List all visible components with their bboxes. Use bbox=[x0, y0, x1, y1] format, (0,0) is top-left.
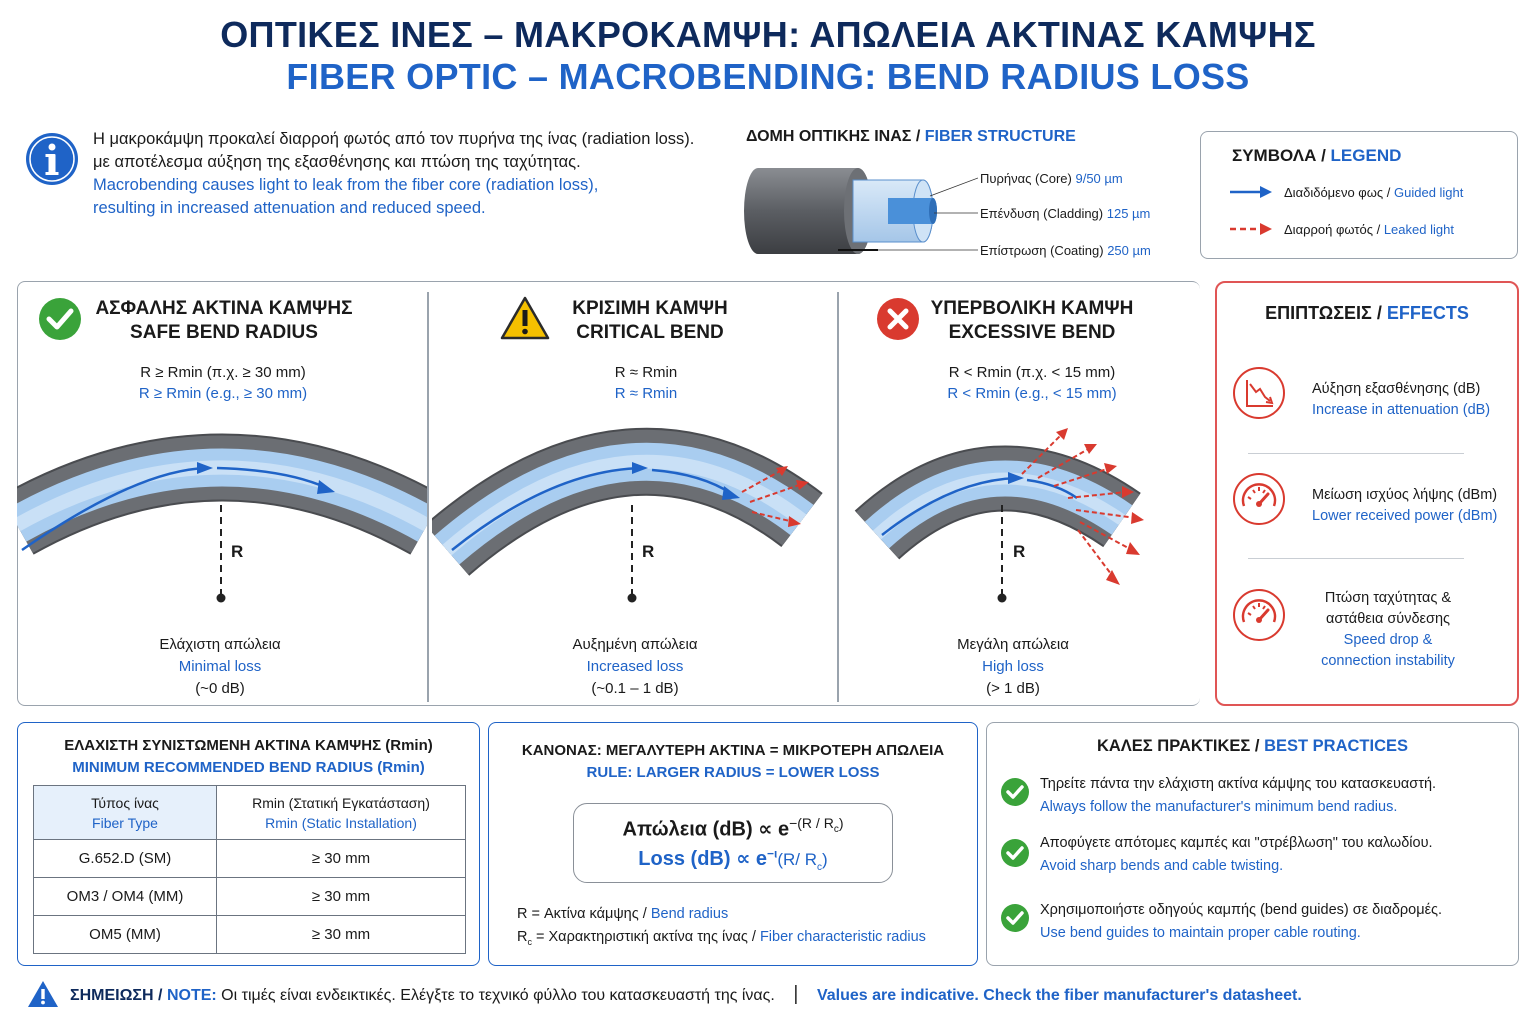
table-cell-fiber-type: OM5 (MM) bbox=[34, 916, 217, 954]
panel-critical-title-greek: ΚΡΙΣΙΜΗ ΚΑΜΨΗ bbox=[572, 298, 728, 319]
def-r-english: Bend radius bbox=[650, 906, 729, 922]
panel-excessive-loss-value: (> 1 dB) bbox=[986, 680, 1040, 697]
panel-safe-loss bbox=[100, 634, 340, 700]
table-cell-fiber-type: OM3 / OM4 (MM) bbox=[34, 878, 217, 916]
min-radius-title-english: MINIMUM RECOMMENDED BEND RADIUS (Rmin) bbox=[72, 759, 425, 776]
gauge-icon bbox=[1232, 472, 1286, 526]
effect-speed-english-line2: connection instability bbox=[1321, 653, 1455, 669]
warning-triangle-icon bbox=[500, 296, 550, 340]
formula-greek-exp: −(R / R bbox=[789, 815, 834, 831]
panel-safe-loss-value: (~0 dB) bbox=[195, 680, 245, 697]
panel-excessive-cond-english: R < Rmin (e.g., < 15 mm) bbox=[947, 385, 1117, 402]
panel-safe-title-english: SAFE BEND RADIUS bbox=[130, 322, 318, 343]
panel-excessive-title bbox=[920, 297, 1144, 345]
panel-critical-cond-english: R ≈ Rmin bbox=[614, 385, 678, 402]
structure-title bbox=[746, 128, 1076, 146]
panel-safe-condition bbox=[80, 362, 366, 404]
table-cell-rmin: ≥ 30 mm bbox=[217, 878, 466, 916]
rule-title-english bbox=[488, 762, 978, 784]
panel-safe-radius-label: R bbox=[231, 542, 244, 561]
fiber-structure-diagram bbox=[738, 158, 978, 266]
legend-guided-english: Guided light bbox=[1394, 185, 1464, 200]
page-title-greek: ΟΠΤΙΚΕΣ ΙΝΕΣ – ΜΑΚΡΟΚΑΜΨΗ: ΑΠΩΛΕΙΑ ΑΚΤΙΝΑΣ ΚΑΜΨΗΣ bbox=[220, 14, 1316, 55]
rule-title bbox=[488, 740, 978, 784]
cladding-label bbox=[980, 206, 1150, 221]
panel-excessive-loss-english: High loss bbox=[982, 658, 1044, 675]
panel-excessive-loss-greek: Μεγάλη απώλεια bbox=[957, 636, 1069, 653]
panel-critical-title-english: CRITICAL BEND bbox=[576, 322, 724, 343]
check-circle-icon bbox=[1000, 903, 1030, 933]
legend-leaked-english: Leaked light bbox=[1383, 222, 1454, 237]
gauge-icon bbox=[1232, 588, 1286, 642]
formula-english-close: ) bbox=[822, 850, 828, 869]
cladding-value: 125 µm bbox=[1106, 206, 1151, 221]
panel-critical-loss bbox=[515, 634, 755, 700]
panel-safe-cond-greek: R ≥ Rmin (π.χ. ≥ 30 mm) bbox=[140, 364, 306, 381]
safe-bend-fiber-diagram bbox=[17, 410, 427, 620]
col2-greek: Rmin (Στατική Εγκατάσταση) bbox=[252, 794, 430, 811]
panel-safe-cond-english: R ≥ Rmin (e.g., ≥ 30 mm) bbox=[138, 385, 308, 402]
formula-greek bbox=[573, 815, 893, 842]
def-rc-greek: = Χαρακτηριστική ακτίνα της ίνας / bbox=[536, 929, 756, 945]
note-label-greek: ΣΗΜΕΙΩΣΗ / bbox=[70, 987, 163, 1004]
legend-title-english: LEGEND bbox=[1330, 146, 1402, 165]
check-circle-icon bbox=[38, 297, 82, 341]
panel-critical-cond-greek: R ≈ Rmin bbox=[614, 364, 678, 381]
rule-prefix: RULE: bbox=[586, 764, 633, 781]
effect-received-power-greek: Μείωση ισχύος λήψης (dBm) bbox=[1312, 487, 1498, 503]
intro-greek-line2: με αποτέλεσμα αύξηση της εξασθένησης και πτώση της ταχύτητας. bbox=[93, 153, 581, 171]
min-radius-table bbox=[33, 785, 466, 954]
intro-text bbox=[93, 128, 713, 220]
critical-bend-fiber-diagram bbox=[432, 410, 832, 620]
intro-english-line1: Macrobending causes light to leak from the fiber core (radiation loss), bbox=[93, 176, 599, 194]
best-practice-greek: Τηρείτε πάντα την ελάχιστη ακτίνα κάμψης του κατασκευαστή. bbox=[1040, 776, 1437, 792]
legend-leaked bbox=[1284, 222, 1454, 237]
page-title-english: FIBER OPTIC – MACROBENDING: BEND RADIUS LOSS bbox=[286, 56, 1250, 97]
min-radius-title-greek: ΕΛΑΧΙΣΤΗ ΣΥΝΙΣΤΩΜΕΝΗ ΑΚΤΙΝΑ ΚΑΜΨΗΣ (Rmin) bbox=[64, 737, 433, 754]
best-practice-english: Use bend guides to maintain proper cable routing. bbox=[1040, 925, 1361, 941]
info-icon bbox=[25, 132, 79, 186]
min-radius-title bbox=[17, 735, 480, 779]
def-rc-symbol: R bbox=[517, 929, 528, 945]
table-cell-fiber-type: G.652.D (SM) bbox=[34, 840, 217, 878]
best-practices-title bbox=[986, 737, 1519, 756]
panel-safe-loss-english: Minimal loss bbox=[178, 658, 262, 675]
table-header-rmin bbox=[217, 786, 466, 840]
intro-greek-line1: Η μακροκάμψη προκαλεί διαρροή φωτός από τον πυρήνα της ίνας (radiation loss). bbox=[93, 130, 695, 148]
legend-guided bbox=[1284, 185, 1463, 200]
effects-divider bbox=[1248, 453, 1464, 454]
best-practice-english: Avoid sharp bends and cable twisting. bbox=[1040, 858, 1284, 874]
panel-excessive-title-english: EXCESSIVE BEND bbox=[948, 322, 1116, 343]
note-greek: Οι τιμές είναι ενδεικτικές. Ελέγξτε το τεχνικό φύλλο του κατασκευαστή της ίνας. bbox=[221, 987, 775, 1004]
check-circle-icon bbox=[1000, 777, 1030, 807]
rule-english: LARGER RADIUS = LOWER LOSS bbox=[636, 764, 880, 781]
effect-received-power-english: Lower received power (dBm) bbox=[1312, 508, 1498, 524]
effect-speed-drop bbox=[1290, 588, 1486, 672]
effects-title-greek: ΕΠΙΠΤΩΣΕΙΣ / bbox=[1265, 303, 1382, 323]
coating-value: 250 µm bbox=[1107, 243, 1151, 258]
best-practice-english: Always follow the manufacturer's minimum bend radius. bbox=[1040, 799, 1398, 815]
structure-title-greek: ΔΟΜΗ ΟΠΤΙΚΗΣ ΙΝΑΣ / bbox=[746, 128, 921, 145]
formula-english-sub: c bbox=[817, 862, 823, 873]
core-label bbox=[980, 171, 1123, 186]
best-practices-title-english: BEST PRACTICES bbox=[1264, 737, 1409, 755]
table-row bbox=[34, 840, 466, 878]
table-row bbox=[34, 916, 466, 954]
guided-light-arrow-icon bbox=[1228, 184, 1274, 200]
effect-attenuation bbox=[1312, 379, 1490, 421]
note-separator: | bbox=[793, 983, 799, 1005]
def-characteristic-radius bbox=[517, 929, 926, 947]
col1-english: Fiber Type bbox=[92, 814, 158, 831]
legend-leaked-greek: Διαρροή φωτός / bbox=[1284, 222, 1381, 237]
panel-excessive-loss bbox=[893, 634, 1133, 700]
table-row bbox=[34, 878, 466, 916]
formula-greek-close: ) bbox=[838, 815, 844, 831]
def-rc-sub: c bbox=[527, 936, 532, 947]
note-label-english: NOTE: bbox=[166, 987, 217, 1004]
core-value: 9/50 µm bbox=[1075, 171, 1123, 186]
core-label-greek: Πυρήνας (Core) bbox=[980, 171, 1072, 186]
coating-label-greek: Επίστρωση (Coating) bbox=[980, 243, 1104, 258]
effects-title bbox=[1217, 303, 1517, 324]
note-english: Values are indicative. Check the fiber manufacturer's datasheet. bbox=[816, 987, 1302, 1004]
legend-title bbox=[1232, 146, 1401, 166]
effect-attenuation-greek: Αύξηση εξασθένησης (dB) bbox=[1312, 381, 1481, 397]
best-practice-item bbox=[1040, 899, 1442, 945]
table-header-fiber-type bbox=[34, 786, 217, 840]
panel-safe-loss-greek: Ελάχιστη απώλεια bbox=[159, 636, 281, 653]
effects-title-english: EFFECTS bbox=[1386, 303, 1469, 323]
panel-safe-title-greek: ΑΣΦΑΛΗΣ ΑΚΤΙΝΑ ΚΑΜΨΗΣ bbox=[95, 298, 353, 319]
intro-english-line2: resulting in increased attenuation and reduced speed. bbox=[93, 199, 486, 217]
def-bend-radius bbox=[517, 906, 728, 922]
error-x-circle-icon bbox=[876, 297, 920, 341]
def-r-greek: R = Ακτίνα κάμψης / bbox=[517, 906, 647, 922]
panel-safe-title bbox=[84, 297, 364, 345]
structure-title-english: FIBER STRUCTURE bbox=[924, 128, 1076, 145]
cladding-label-greek: Επένδυση (Cladding) bbox=[980, 206, 1104, 221]
leaked-light-arrow-icon bbox=[1228, 221, 1274, 237]
panel-divider bbox=[427, 292, 429, 702]
formula-english-exp: −ι bbox=[767, 846, 778, 861]
rule-title-greek: ΚΑΝΟΝΑΣ: ΜΕΓΑΛΥΤΕΡΗ ΑΚΤΙΝΑ = ΜΙΚΡΟΤΕΡΗ ΑΠΩΛΕΙΑ bbox=[521, 742, 945, 759]
best-practice-item bbox=[1040, 773, 1436, 819]
coating-label bbox=[980, 243, 1151, 258]
footnote bbox=[70, 983, 1302, 1006]
best-practice-item bbox=[1040, 832, 1433, 878]
panel-critical-loss-greek: Αυξημένη απώλεια bbox=[572, 636, 698, 653]
formula-greek-lhs: Απώλεια (dB) ∝ e bbox=[622, 818, 790, 841]
formula-english bbox=[573, 846, 893, 873]
excessive-bend-fiber-diagram bbox=[842, 410, 1197, 620]
panel-divider bbox=[837, 292, 839, 702]
attenuation-chart-icon bbox=[1232, 366, 1286, 420]
panel-critical-radius-label: R bbox=[642, 542, 655, 561]
effect-speed-greek-line2: αστάθεια σύνδεσης bbox=[1325, 611, 1451, 627]
check-circle-icon bbox=[1000, 838, 1030, 868]
panel-excessive-title-greek: ΥΠΕΡΒΟΛΙΚΗ ΚΑΜΨΗ bbox=[930, 298, 1134, 319]
table-cell-rmin: ≥ 30 mm bbox=[217, 916, 466, 954]
col2-english: Rmin (Static Installation) bbox=[265, 814, 417, 831]
col1-greek: Τύπος ίνας bbox=[91, 794, 159, 811]
formula-english-lhs: Loss (dB) ∝ e bbox=[638, 848, 767, 870]
legend-title-greek: ΣΥΜΒΟΛΑ / bbox=[1232, 146, 1326, 165]
effect-received-power bbox=[1312, 485, 1497, 527]
panel-critical-loss-english: Increased loss bbox=[586, 658, 684, 675]
panel-critical-condition bbox=[546, 362, 746, 404]
table-cell-rmin: ≥ 30 mm bbox=[217, 840, 466, 878]
panel-excessive-cond-greek: R < Rmin (π.χ. < 15 mm) bbox=[948, 364, 1116, 381]
def-rc-english: Fiber characteristic radius bbox=[759, 929, 926, 945]
panel-excessive-condition bbox=[920, 362, 1144, 404]
warning-triangle-icon bbox=[26, 979, 60, 1009]
table-header-row bbox=[34, 786, 466, 840]
effect-speed-english-line1: Speed drop & bbox=[1343, 632, 1433, 648]
best-practice-greek: Αποφύγετε απότομες καμπές και "στρέβλωση" του καλωδίου. bbox=[1040, 835, 1433, 851]
formula-greek-sub: c bbox=[833, 823, 839, 835]
effects-divider bbox=[1248, 558, 1464, 559]
effect-attenuation-english: Increase in attenuation (dB) bbox=[1312, 402, 1491, 418]
effect-speed-greek-line1: Πτώση ταχύτητας & bbox=[1324, 590, 1452, 606]
panel-excessive-radius-label: R bbox=[1013, 542, 1026, 561]
formula-english-paren: (R/ R bbox=[777, 850, 818, 869]
best-practice-greek: Χρησιμοποιήστε οδηγούς καμπής (bend guides) σε διαδρομές. bbox=[1040, 902, 1443, 918]
panel-critical-title bbox=[550, 297, 750, 345]
legend-guided-greek: Διαδιδόμενο φως / bbox=[1284, 185, 1391, 200]
panel-critical-loss-value: (~0.1 – 1 dB) bbox=[591, 680, 679, 697]
best-practices-title-greek: ΚΑΛΕΣ ΠΡΑΚΤΙΚΕΣ / bbox=[1096, 737, 1260, 755]
